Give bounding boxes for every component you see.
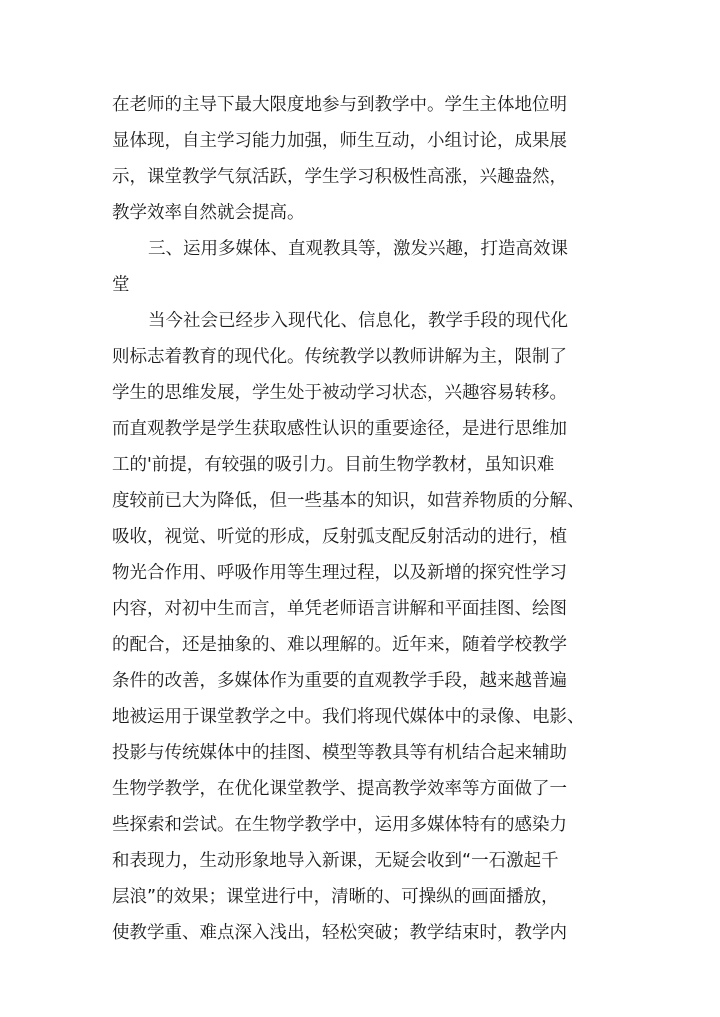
text-line: 生物学教学，在优化课堂教学、提高教学效率等方面做了一	[112, 779, 567, 799]
text-line: 的配合，还是抽象的、难以理解的。近年来，随着学校教学	[112, 635, 567, 655]
section-heading-continued: 堂	[112, 275, 130, 295]
text-line: 使教学重、难点深入浅出，轻松突破；教学结束时，教学内	[112, 923, 567, 943]
text-line: 吸收，视觉、听觉的形成，反射弧支配反射活动的进行，植	[112, 527, 567, 547]
paragraph-start: 当今社会已经步入现代化、信息化，教学手段的现代化	[148, 311, 568, 331]
text-line: 示，课堂教学气氛活跃，学生学习积极性高涨，兴趣盎然，	[112, 167, 567, 187]
text-line: 学生的思维发展，学生处于被动学习状态，兴趣容易转移。	[112, 383, 567, 403]
text-line: 度较前已大为降低，但一些基本的知识，如营养物质的分解、	[112, 491, 585, 511]
section-heading: 三、运用多媒体、直观教具等，激发兴趣，打造高效课	[148, 239, 568, 259]
text-line: 显体现，自主学习能力加强，师生互动，小组讨论，成果展	[112, 131, 567, 151]
text-line: 则标志着教育的现代化。传统教学以教师讲解为主，限制了	[112, 347, 567, 367]
text-line: 在老师的主导下最大限度地参与到教学中。学生主体地位明	[112, 95, 567, 115]
text-line: 地被运用于课堂教学之中。我们将现代媒体中的录像、电影、	[112, 707, 585, 727]
text-line: 内容，对初中生而言，单凭老师语言讲解和平面挂图、绘图	[112, 599, 567, 619]
text-line: 物光合作用、呼吸作用等生理过程，以及新增的探究性学习	[112, 563, 567, 583]
text-line: 和表现力，生动形象地导入新课，无疑会收到“一石激起千	[112, 851, 559, 871]
text-line: 层浪”的效果；课堂进行中，清晰的、可操纵的画面播放，	[112, 887, 559, 907]
text-line: 工的'前提，有较强的吸引力。目前生物学教材，虽知识难	[112, 455, 555, 475]
text-line: 而直观教学是学生获取感性认识的重要途径，是进行思维加	[112, 419, 567, 439]
text-line: 教学效率自然就会提高。	[112, 203, 305, 223]
text-line: 些探索和尝试。在生物学教学中，运用多媒体特有的感染力	[112, 815, 567, 835]
text-line: 投影与传统媒体中的挂图、模型等教具等有机结合起来辅助	[112, 743, 567, 763]
text-line: 条件的改善，多媒体作为重要的直观教学手段，越来越普遍	[112, 671, 567, 691]
